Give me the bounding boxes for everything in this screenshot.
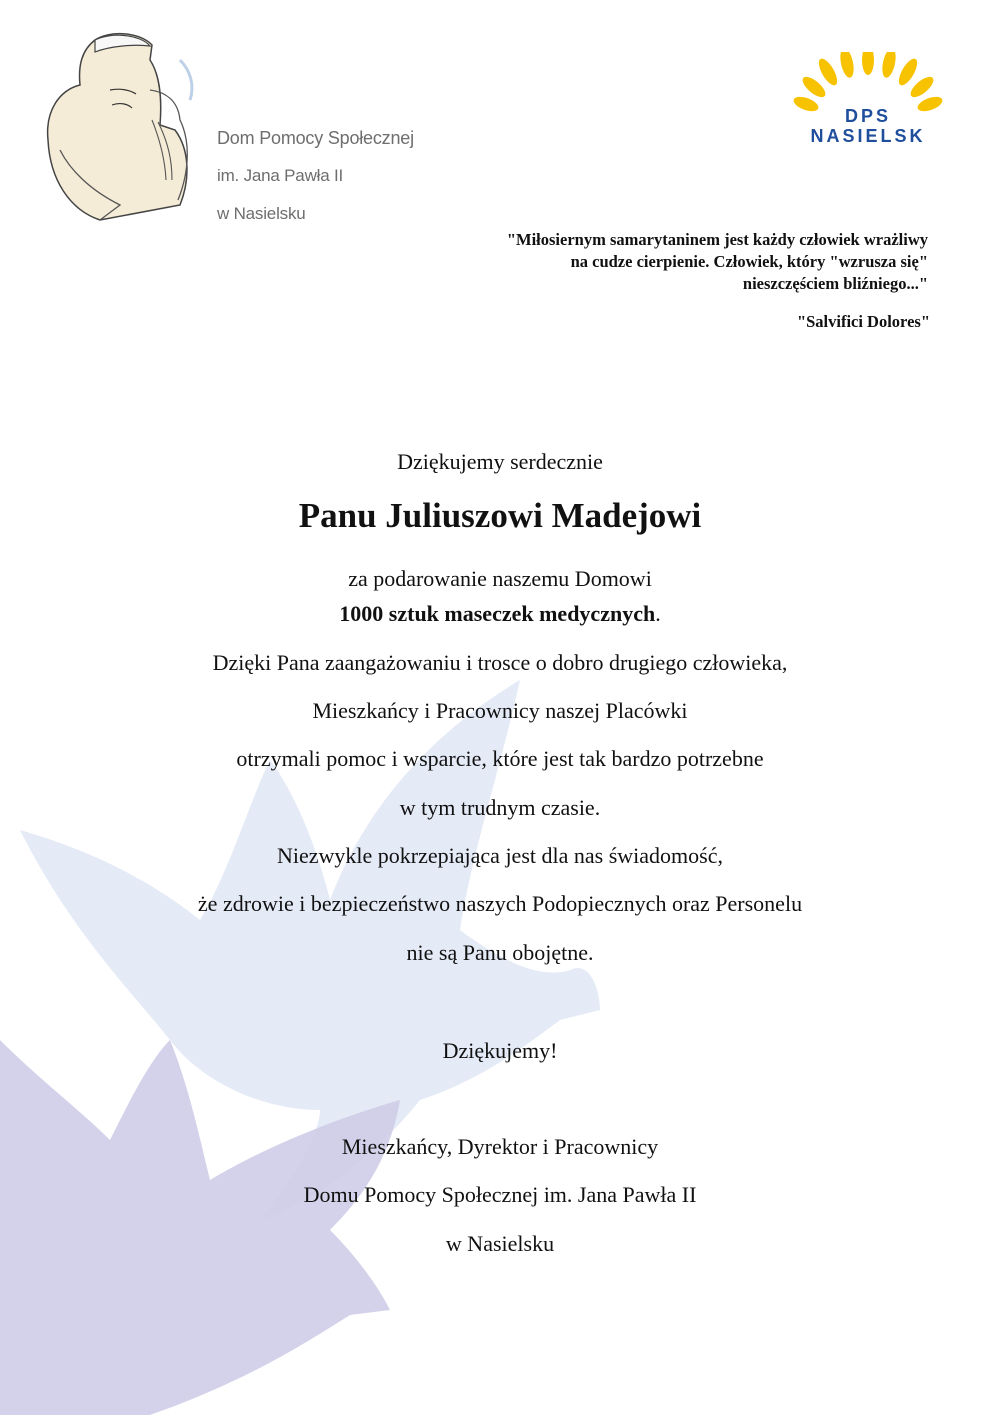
motto-quote bbox=[408, 229, 928, 295]
paragraph-line: Niezwykle pokrzepiająca jest dla nas świadomość, bbox=[277, 843, 723, 868]
greeting: Dziękujemy serdecznie bbox=[397, 449, 603, 474]
signature-line: w Nasielsku bbox=[445, 1231, 555, 1256]
quote-line: na cudze cierpienie. Człowiek, który "wzrusza się" bbox=[570, 252, 928, 271]
quote-line: "Miłosiernym samarytaninem jest każdy człowiek wrażliwy bbox=[506, 230, 928, 249]
paragraph-line: Mieszkańcy i Pracownicy naszej Placówki bbox=[312, 698, 688, 723]
gift-bold: 1000 sztuk maseczek medycznych bbox=[339, 601, 656, 626]
thanks: Dziękujemy! bbox=[442, 1038, 558, 1063]
gift-period: . bbox=[655, 601, 661, 626]
signature-line: Domu Pomocy Społecznej im. Jana Pawła II bbox=[303, 1182, 697, 1207]
logo-top-text: DPS bbox=[844, 106, 892, 126]
signature-line: Mieszkańcy, Dyrektor i Pracownicy bbox=[341, 1134, 659, 1159]
paragraph-line: że zdrowie i bezpieczeństwo naszych Podopiecznych oraz Personelu bbox=[197, 891, 803, 916]
org-patron-line: im. Jana Pawła II bbox=[217, 166, 344, 185]
org-name-line: Dom Pomocy Społecznej bbox=[217, 128, 414, 148]
org-location-line: w Nasielsku bbox=[217, 204, 306, 223]
paragraph-line: nie są Panu obojętne. bbox=[406, 940, 594, 965]
logo-bottom-text: NASIELSK bbox=[810, 126, 926, 146]
sun-logo-icon bbox=[792, 52, 944, 152]
paragraph-line: w tym trudnym czasie. bbox=[399, 795, 601, 820]
paragraph-line: otrzymali pomoc i wsparcie, które jest tak bardzo potrzebne bbox=[236, 746, 764, 771]
gift-line: za podarowanie naszemu Domowi bbox=[348, 566, 652, 591]
recipient-name: Panu Juliuszowi Madejowi bbox=[298, 496, 702, 535]
quote-source: "Salvifici Dolores" bbox=[796, 312, 930, 331]
paragraph-line: Dzięki Pana zaangażowaniu i trosce o dobro drugiego człowieka, bbox=[212, 650, 788, 675]
gift-detail bbox=[0, 601, 1000, 627]
quote-line: nieszczęściem bliźniego..." bbox=[742, 274, 928, 293]
praying-figure-icon bbox=[40, 30, 215, 225]
organization-name-block bbox=[217, 128, 414, 242]
